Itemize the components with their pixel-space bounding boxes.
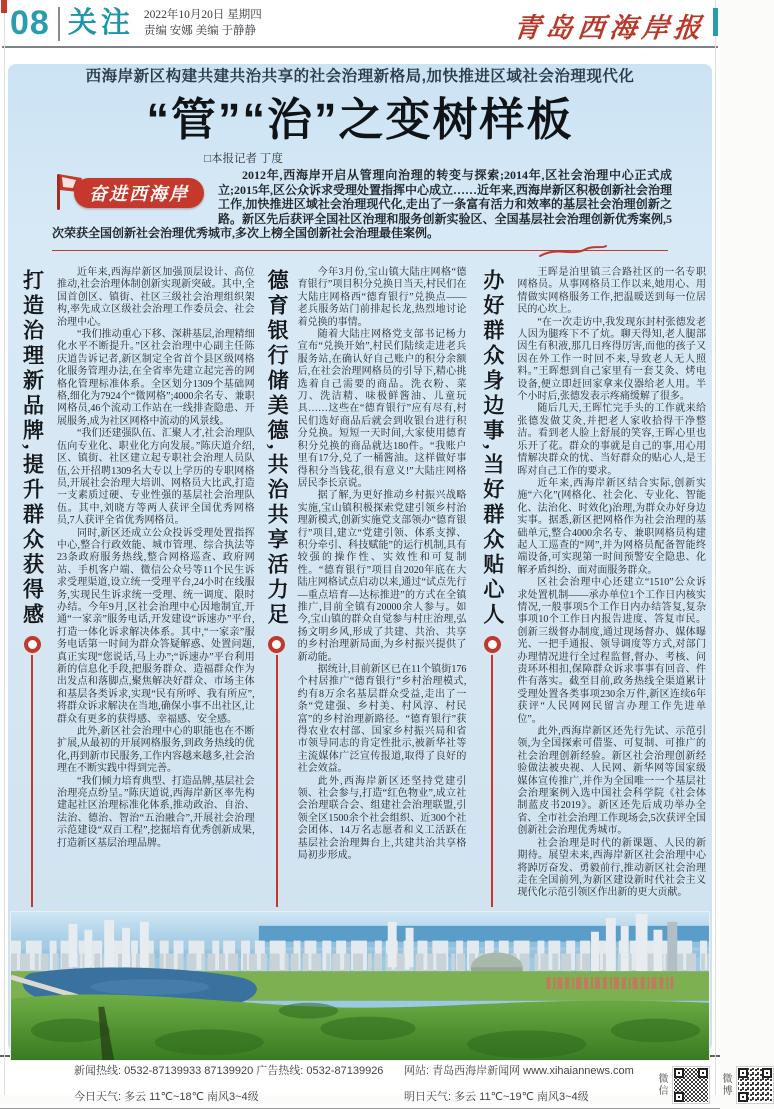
section-line <box>276 655 278 907</box>
paragraph: 随着大陆庄网格党支部书记杨力宣布“兑换开始”,村民们陆续走进老兵服务站,在确认好自己账户的积分余额后,在社会治理网格员的引导下,精心挑选着自己需要的商品。洗衣粉、菜刀、洗洁精、味极鲜酱油、儿童玩具……这些在“德育银行”应有尽有,村民们选好商品后就会到收银台进行积分兑换。短短一天时间,大家使用德育积分兑换的商品就达180件。“我账户里有17分,兑了一桶酱油。这样做好事得积分当钱花,很有意义!”大陆庄网格居民李长京说。 <box>297 329 467 489</box>
red-divider <box>52 250 668 259</box>
header-divider <box>58 7 60 41</box>
paragraph: 社会治理是时代的新课题、人民的新期待。展望未来,西海岸新区社会治理中心将踔厉奋发、勇毅前行,推动新区社会治理走在全国前列,为新区建设新时代社会主义现代化示范引领区作出新的更大贡献。 <box>517 837 706 899</box>
vertical-headline-1: 打造治理新品牌,提升群众获得感 <box>20 269 45 629</box>
footer-qrcodes <box>654 1062 774 1108</box>
paragraph: 今年3月份,宝山镇大陆庄网格“德育银行”项目积分兑换日当天,村民们在大陆庄网格西“德育银行”兑换点——老兵服务站门前排起长龙,热烈地讨论着兑换的事情。 <box>297 267 467 328</box>
weibo-block <box>718 1062 774 1108</box>
paragraph: “我们倾力培育典型、打造品牌,基层社会治理亮点纷呈。”陈庆道说,西海岸新区率先构建起社区治理标准化体系,推动政治、自治、法治、德治、智治“五治融合”,开展社会治理示范建设“双百工程”,挖掘培育优秀创新成果,打造新区基层治理品牌。 <box>57 775 255 849</box>
section-ring-icon <box>24 636 41 653</box>
vertical-headline-2: 德育银行储美德,共治共享活力足 <box>265 269 290 629</box>
paragraph: “我们还建强队伍、汇聚人才,社会治理队伍向专业化、职业化方向发展。”陈庆道介绍,区、镇街、社区建立起专职社会治理人员队伍,公开招聘1309名大专以上学历的专职网格员,开展社会治理大培训、网格员大比武,打造一支素质过硬、专业性强的基层社会治理队伍。其中,刘晓方等两人获评全国优秀网格员,7人获评全省优秀网格员。 <box>57 428 255 527</box>
article-intro-block <box>52 168 672 242</box>
weather-today: 今日天气: 多云 11℃~18℃ 南风3~4级 <box>74 1091 259 1103</box>
paragraph: 据统计,目前新区已在11个镇街176个村居推广“德育银行”乡村治理模式,约有8万余名基层群众受益,走出了一条“党建强、乡村美、村风淳、村民富”的乡村治理新路径。“德育银行”获得农业农村部、国家乡村振兴局和省市领导同志的肯定性批示,被新华社等主流媒体广泛宣传报道,取得了良好的社会效益。 <box>297 664 467 775</box>
wechat-label: 微信 <box>656 1073 667 1097</box>
section-title: 关注 <box>67 7 134 39</box>
paragraph: “我们推动重心下移、深耕基层,治理精细化水平不断提升。”区社会治理中心副主任陈庆道告诉记者,新区制定全省首个县区级网格化服务管理办法,在全省率先建立起完善的网格化管理标准体系。全区划分1309个基础网格,细化为7924个“微网格”;4000余名专、兼职网格员,46个流动工作站在一线排查隐患、开展服务,成为社区网格中流动的风景线。 <box>57 329 255 427</box>
article-byline: □本报记者 丁度 <box>204 153 283 165</box>
masthead-logo: 青岛西海岸报 <box>512 13 708 44</box>
news-hotline: 新闻热线: 0532-87139933 87139920 广告热线: 0532-87139926 <box>74 1065 384 1077</box>
paragraph: “在一次走访中,我发现东封村张德发老人因为腿疼下不了炕。聊天得知,老人腿部因生有积液,那几日疼得厉害,而他的孩子又因在外工作一时回不来,导致老人无人照料。”王晖想到自己家里有一套艾灸、烤电设备,便立即赶回家拿来仪器给老人用。半个小时后,张德发表示疼痛缓解了很多。 <box>517 316 706 403</box>
paragraph: 近年来,西海岸新区结合实际,创新实施“六化”(网格化、社会化、专业化、智能化、法治化、时效化)治理,为群众办好身边实事。据悉,新区把网格作为社会治理的基础单元,整合4000余名专、兼职网格员构建起人工巡查的“网”,并为网格员配备智能终端设备,可实现第一时间预警安全隐患、化解矛盾纠纷、面对面服务群众。 <box>517 477 706 576</box>
page-editors: 责编 安娜 美编 于静静 <box>143 25 256 37</box>
brush-swoosh-icon <box>538 243 608 259</box>
paragraph: 据了解,为更好推动乡村振兴战略实施,宝山镇积极探索党建引领乡村治理新模式,创新实施党支部领办“德育银行”项目,建立“党建引领、体系支撑、积分牵引、科技赋能”的运行机制,具有较强的操作性、实效性和可复制性。“德育银行”项目自2020年底在大陆庄网格试点启动以来,通过“试点先行—重点培育—达标推进”的方式在全镇推广,目前全镇有20000余人参与。如今,宝山镇的群众自觉参与村庄治理,弘扬文明乡风,形成了共建、共治、共享的乡村治理新局面,为乡村振兴提供了新动能。 <box>297 490 467 663</box>
article-title: “管”“治”之变树样板 <box>146 94 574 145</box>
paragraph: 此外,西海岸新区还坚持党建引领、社会参与,打造“红色物业”,成立社会治理联合会、组建社会治理联盟,引领全区1500余个社会组织、近300个社会团体、14万名志愿者和义工活跃在基层社会治理舞台上,共建共治共享格局初步形成。 <box>297 775 467 862</box>
article-columns <box>12 265 708 907</box>
wechat-qr-icon <box>672 1066 710 1104</box>
page-edge-right <box>715 0 716 1095</box>
paragraph: 随后几天,王晖忙完手头的工作就来给张德发做艾灸,并把老人家收拾得干净整洁。看到老人脸上舒展的笑容,王晖心里也乐开了花。群众的事就是自己的事,用心用情解决群众的忧、当好群众的贴心人,是王晖对自己工作的要求。 <box>517 403 706 477</box>
vertical-headline-3: 办好群众身边事,当好群众贴心人 <box>480 269 505 629</box>
paragraph: 此外,新区社会治理中心的职能也在不断扩展,从最初的开展网格服务,到政务热线的优化,再到新市民服务,工作内容越来越多,社会治理在不断实践中得到完善。 <box>57 726 255 775</box>
header-meta <box>144 7 262 39</box>
campaign-badge-label: 奋进西海岸 <box>74 178 204 208</box>
article-panel <box>8 64 712 1052</box>
page-edge-left <box>4 0 5 1095</box>
city-panorama-art <box>11 912 709 1060</box>
paragraph: 此外,西海岸新区还先行先试、示范引领,为全国探索可借鉴、可复制、可推广的社会治理创新经验。新区社会治理创新经验做法被央视、人民网、新华网等国家级媒体宣传推广,并作为全国唯一一个基层社会治理案例入选中国社会科学院《社会体制蓝皮书2019》。新区还先后成功举办全省、全市社会治理工作现场会,5次获评全国创新社会治理优秀城市。 <box>517 726 706 837</box>
paragraph: 同时,新区还成立公众投诉受理处置指挥中心,整合行政效能、城市管理、综合执法等23条政府服务热线,整合网格巡查、政府网站、手机客户端、微信公众号等11个民生诉求受理渠道,设立统一受理平台,24小时在线服务,实现民生诉求统一受理、统一调度、限时办结。今年9月,区社会治理中心因地制宜,开通“一家亲”服务电话,开发建设“诉速办”平台,打造一体化诉求解决体系。其中,“一家亲”服务电话第一时间为群众答疑解惑、处置问题,真正实现“您说话,马上办”;“诉速办”平台利用新的信息化手段,把服务群众、造福群众作为出发点和落脚点,聚焦解决好群众、市场主体和基层各类诉求,实现“民有所呼、我有所应”,将群众诉求解决在当地,确保小事不出社区,让群众有更多的获得感、幸福感、安全感。 <box>57 527 255 725</box>
section-line <box>31 655 33 907</box>
article-intro: 2012年,西海岸开启从管理向治理的转变与探索;2014年,区社会治理中心正式成立;2015年,区公众诉求受理处置指挥中心成立……近年来,西海岸新区积极创新社会治理工作,加快推进区域社会治理现代化,走出了一条富有活力和效率的基层社会治理创新之路。新区先后获评全国社区治理和服务创新实验区、全国基层社会治理创新优秀案例,5次荣获全国创新社会治理优秀城市,多次上榜全国创新社会治理最佳案例。 <box>52 168 672 240</box>
column-body-1 <box>57 267 255 907</box>
paragraph: 近年来,西海岸新区加强顶层设计、高位推动,社会治理体制创新实现新突破。其中,全国首创区、镇街、社区三级社会治理组织架构,率先成立区级社会治理工作委员会、社会治理中心。 <box>57 267 255 328</box>
paragraph: 王晖是泊里镇三合路社区的一名专职网格员。从事网格员工作以来,她用心、用情做实网格服务工作,把温暖送到每一位居民的心坎上。 <box>517 267 706 316</box>
column-body-2 <box>298 267 467 907</box>
section-ring-icon <box>484 636 501 653</box>
campaign-badge <box>52 172 204 212</box>
vertical-headline-block-1 <box>12 265 52 907</box>
vertical-headline-block-3 <box>472 265 512 907</box>
weather-tomorrow: 明日天气: 多云 11℃~19℃ 南风3~4级 <box>404 1091 589 1103</box>
section-line <box>491 655 493 907</box>
page-footer <box>0 1055 731 1109</box>
page-date: 2022年10月20日 星期四 <box>143 9 262 21</box>
section-ring-icon <box>268 636 285 653</box>
wechat-block <box>654 1062 710 1108</box>
vertical-headline-block-2 <box>261 265 293 907</box>
page-number: 08 <box>10 4 50 42</box>
article-kicker: 西海岸新区构建共建共治共享的社会治理新格局,加快推进区域社会治理现代化 <box>85 68 635 85</box>
weibo-label: 微博 <box>720 1073 731 1097</box>
city-panorama-photo <box>10 911 710 1061</box>
website: 网站: 青岛西海岸新闻网 www.xihaiannews.com <box>404 1065 634 1077</box>
paragraph: 区社会治理中心还建立“1510”公众诉求处置机制——承办单位1个工作日内核实情况,一般事项5个工作日内办结答复,复杂事项10个工作日内报告进度、答复市民。创新三级督办制度,通过现场督办、媒体曝光、一把手通报、领导调度等方式,对部门办理情况进行全过程监督,督办、考核、问责环环相扣,保障群众诉求事事有回音、件件有落实。截至目前,政务热线全渠道累计受理处置各类事项230余万件,新区连续6年获评“人民网网民留言办理工作先进单位”。 <box>517 577 706 725</box>
page-header <box>0 0 720 46</box>
weibo-qr-icon <box>736 1066 774 1104</box>
footer-info <box>74 1062 654 1108</box>
header-rule <box>2 46 718 48</box>
column-body-3 <box>517 267 706 907</box>
